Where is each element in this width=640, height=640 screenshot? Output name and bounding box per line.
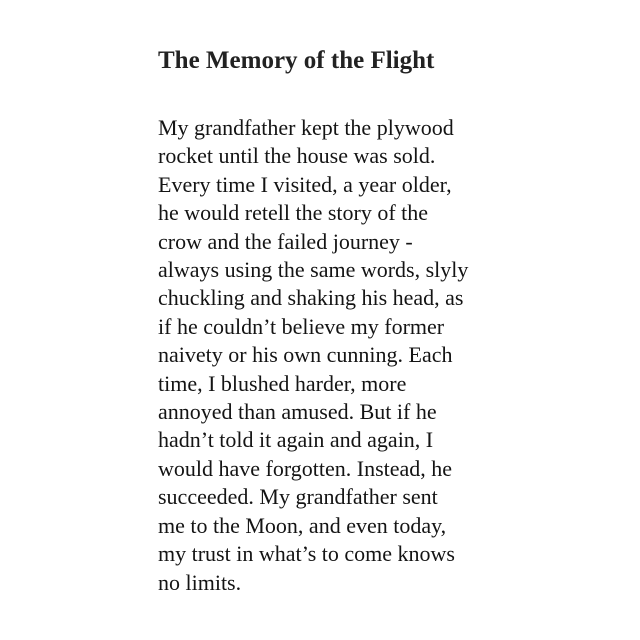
text-line: time, I blushed harder, more — [158, 370, 407, 396]
text-line: crow and the failed journey - — [158, 228, 413, 254]
text-line: rocket until the house was sold. — [158, 143, 436, 169]
text-line: annoyed than amused. But if he — [158, 399, 437, 425]
text-line: he would retell the story of the — [158, 200, 429, 226]
text-line: succeeded. My grandfather sent — [158, 484, 438, 510]
text-line: if he couldn’t believe my former — [158, 313, 445, 339]
text-line: hadn’t told it again and again, I — [158, 427, 434, 453]
document-title: The Memory of the Flight — [158, 47, 435, 74]
text-line: always using the same words, slyly — [158, 257, 469, 283]
text-line: My grandfather kept the plywood — [158, 115, 454, 140]
body-paragraph — [158, 114, 468, 597]
text-line: Every time I visited, a year older, — [158, 171, 452, 197]
text-line: my trust in what’s to come knows — [158, 541, 455, 567]
text-line: naivety or his own cunning. Each — [158, 342, 453, 368]
text-line: no limits. — [158, 569, 242, 595]
text-line: me to the Moon, and even today, — [158, 512, 447, 538]
text-line: chuckling and shaking his head, as — [158, 285, 464, 311]
text-line: would have forgotten. Instead, he — [158, 455, 453, 481]
